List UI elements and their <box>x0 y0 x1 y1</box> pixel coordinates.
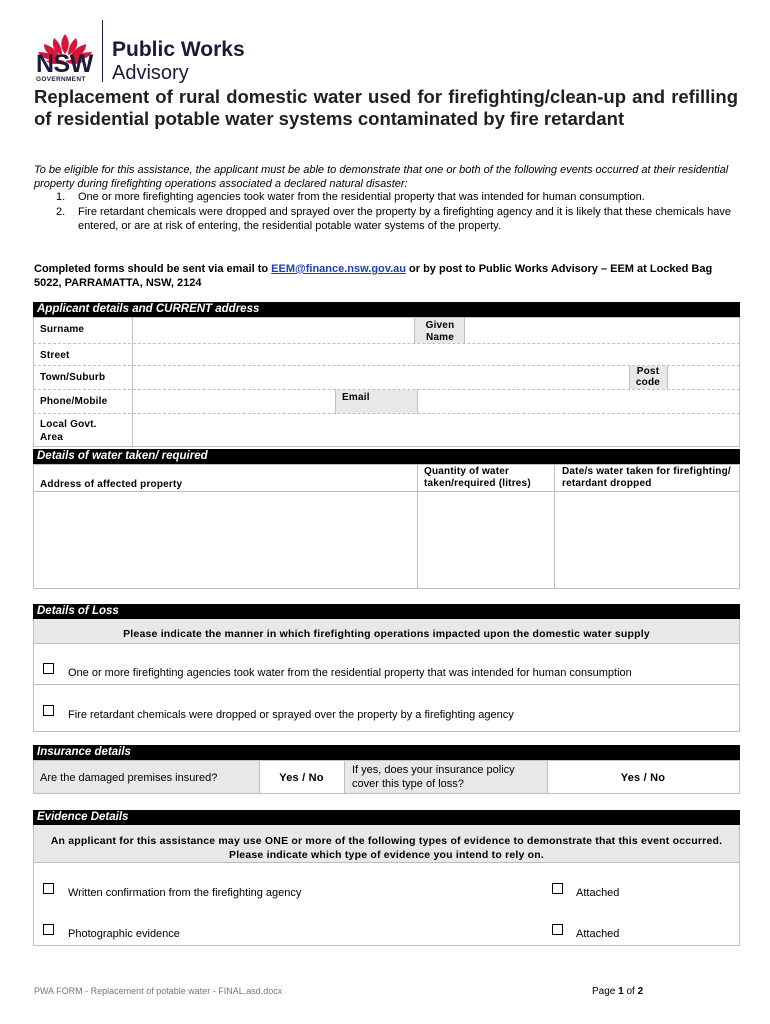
postcode-label: Post code <box>635 366 661 388</box>
list-number: 2. <box>56 206 66 218</box>
evidence-1-attached-checkbox[interactable] <box>552 883 563 894</box>
quantity-field[interactable] <box>418 492 554 588</box>
loss-option-2-label: Fire retardant chemicals were dropped or sprayed over the property by a firefighting agency <box>68 709 514 721</box>
email-link[interactable]: EEM@finance.nsw.gov.au <box>271 263 406 275</box>
table-border <box>344 760 345 794</box>
evidence-1-checkbox[interactable] <box>43 883 54 894</box>
org-name-line1: Public Works <box>112 38 245 61</box>
insurance-answer-1[interactable]: Yes / No <box>279 772 324 784</box>
page-total: 2 <box>637 986 644 997</box>
list-item <box>50 190 740 204</box>
col-header-dates: Date/s water taken for firefighting/ retardant dropped <box>562 466 731 489</box>
table-border <box>739 760 740 794</box>
header <box>32 18 292 86</box>
surname-label: Surname <box>40 324 85 335</box>
evidence-2-attached-checkbox[interactable] <box>552 924 563 935</box>
table-border <box>33 464 740 465</box>
cell-border <box>414 317 415 344</box>
email-label: Email <box>342 392 370 403</box>
table-border <box>33 684 740 685</box>
table-border <box>33 793 740 794</box>
evidence-2-checkbox[interactable] <box>43 924 54 935</box>
street-field[interactable] <box>133 344 739 365</box>
section-header-insurance: Insurance details <box>33 745 740 760</box>
phone-field[interactable] <box>133 390 335 413</box>
table-border <box>33 760 34 794</box>
lga-field[interactable] <box>133 414 739 446</box>
evidence-2-label: Photographic evidence <box>68 928 180 940</box>
footer-document-name: PWA FORM - Replacement of potable water - FINAL.asd.docx <box>34 986 283 996</box>
town-label: Town/Suburb <box>40 372 106 383</box>
eligibility-events-list <box>50 190 740 234</box>
table-border <box>739 619 740 732</box>
logo-divider <box>102 20 103 82</box>
insurance-question: Are the damaged premises insured? <box>40 772 218 784</box>
table-border <box>739 825 740 946</box>
page-of: of <box>623 986 638 997</box>
evidence-1-attached-label: Attached <box>576 887 620 899</box>
table-border <box>33 643 740 644</box>
submission-instructions <box>34 262 738 290</box>
list-item <box>50 205 740 233</box>
section-header-applicant: Applicant details and CURRENT address <box>33 302 740 317</box>
town-field[interactable] <box>133 366 629 389</box>
loss-option-2-checkbox[interactable] <box>43 705 54 716</box>
section-header-evidence: Evidence Details <box>33 810 740 825</box>
insurance-followup: If yes, does your insurance policy cover this type of loss? <box>352 764 515 790</box>
table-border <box>739 464 740 589</box>
table-border <box>33 619 34 732</box>
list-text: Fire retardant chemicals were dropped and sprayed over the property by a firefighting agency and it is likely that these chemicals have entered, or are at risk of entering, the residential potable water systems of the property. <box>78 206 732 232</box>
table-border <box>33 317 34 447</box>
col-header-quantity: Quantity of water taken/required (litres) <box>424 466 531 489</box>
lga-label: Local Govt. Area <box>40 419 97 443</box>
eligibility-intro: To be eligible for this assistance, the applicant must be able to demonstrate that one or both of the following events occurred at their residential property during firefighting operations associated a declared natural disaster: <box>34 164 729 190</box>
cell-border <box>629 365 630 390</box>
loss-instruction: Please indicate the manner in which firefighting operations impacted upon the domestic water supply <box>123 628 650 640</box>
col-header-address: Address of affected property <box>40 479 183 490</box>
surname-field[interactable] <box>133 318 413 343</box>
table-border <box>739 317 740 447</box>
page-prefix: Page <box>592 986 619 997</box>
submission-prefix: Completed forms should be sent via email to <box>34 263 272 275</box>
submission-suffix: or by post to Public Works Advisory – EEM at Locked Bag 5022, PARRAMATTA, NSW, 2124 <box>34 263 713 289</box>
insurance-answer-2[interactable]: Yes / No <box>620 772 666 784</box>
dates-field[interactable] <box>555 492 739 588</box>
given-name-field[interactable] <box>465 318 739 343</box>
given-name-label: Given Name <box>425 320 455 343</box>
email-field[interactable] <box>418 390 739 413</box>
address-field[interactable] <box>34 492 417 588</box>
page-title: Replacement of rural domestic water used for firefighting/clean-up and refilling of residential potable water systems contaminated by fire retardant <box>34 86 738 129</box>
list-number: 1. <box>56 191 66 203</box>
section-header-water: Details of water taken/ required <box>33 449 740 464</box>
evidence-1-label: Written confirmation from the firefighting agency <box>68 887 302 899</box>
table-border <box>33 825 34 946</box>
table-border <box>33 446 740 447</box>
evidence-instruction: An applicant for this assistance may use ONE or more of the following types of evidence to demonstrate that this event occurred. Please indicate which type of evidence you intend to rely on. <box>50 835 723 861</box>
table-border <box>33 760 740 761</box>
evidence-2-attached-label: Attached <box>576 928 620 940</box>
page-current: 1 <box>618 986 624 997</box>
org-name-line2: Advisory <box>112 62 189 84</box>
loss-option-1-label: One or more firefighting agencies took water from the residential property that was intended for human consumption <box>68 667 632 679</box>
table-border <box>33 945 740 946</box>
postcode-field[interactable] <box>668 366 739 389</box>
footer-page-number <box>592 986 643 997</box>
street-label: Street <box>40 350 70 361</box>
table-border <box>33 862 740 863</box>
table-border <box>33 588 740 589</box>
section-header-loss: Details of Loss <box>33 604 740 619</box>
phone-label: Phone/Mobile <box>40 396 108 407</box>
government-label: GOVERNMENT <box>36 76 86 83</box>
table-border <box>33 731 740 732</box>
loss-option-1-checkbox[interactable] <box>43 663 54 674</box>
list-text: One or more firefighting agencies took water from the residential property that was intended for human consumption. <box>78 191 645 203</box>
nsw-wordmark: NSW <box>36 50 93 78</box>
cell-border <box>335 389 336 414</box>
